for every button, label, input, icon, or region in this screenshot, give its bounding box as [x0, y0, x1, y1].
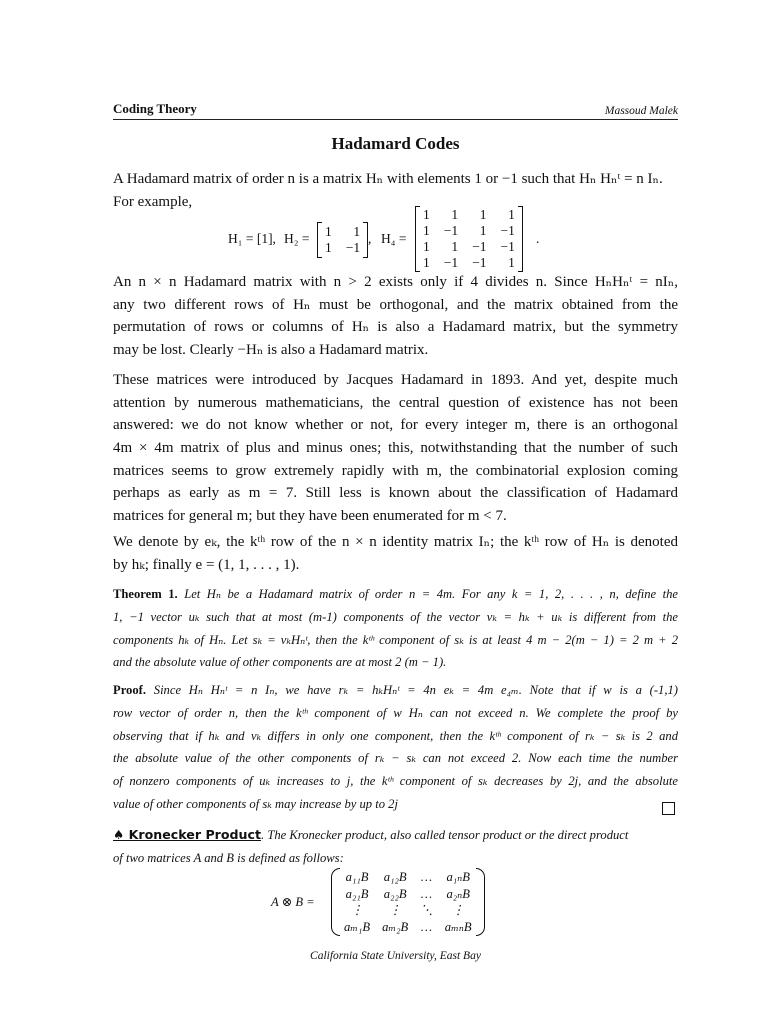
- matrix-entry: 1: [451, 239, 459, 254]
- proof-line: Since Hₙ Hₙᵗ = n Iₙ, we have rₖ = hₖHₙᵗ = 4n eₖ = 4m e₄ₘ. Note that if w is a (-1,1): [153, 683, 678, 697]
- matrix-entry: 1: [451, 207, 459, 222]
- proof-line: observing that if hₖ and vₖ differs in only one component, then the kᵗʰ component of rₖ − sₖ is 2 and: [113, 728, 678, 743]
- h2-label: H₂ =: [284, 231, 310, 246]
- kronecker-entry: ⋮: [350, 903, 364, 917]
- kronecker-entry: a₁ₙB: [446, 870, 470, 884]
- kronecker-entry: …: [420, 919, 433, 934]
- paragraph-history: [113, 369, 678, 528]
- h4-label: H₄ =: [381, 231, 407, 246]
- kronecker-entry: …: [420, 870, 433, 884]
- theorem-line: components hₖ of Hₙ. Let sₖ = vₖHₙᵗ, then the kᵗʰ component of sₖ is at least 4 m − 2(m − 1) = 2 m + 2: [113, 632, 678, 647]
- intro-line-2: For example,: [113, 193, 193, 210]
- kronecker-entry: ⋮: [388, 903, 402, 917]
- matrix-entry: 1: [325, 240, 332, 255]
- kronecker-line: of two matrices A and B is defined as follows:: [113, 850, 344, 865]
- para2-line: answered: we do not know whether or not, for every integer m, there is an orthogonal: [113, 417, 678, 434]
- matrix-entry: −1: [443, 223, 459, 238]
- proof-line: the absolute value of the other components of rₖ − sₖ can not exceed 2. Now each time the number: [113, 751, 678, 766]
- h4-matrix: [415, 206, 523, 272]
- intro-line-1: A Hadamard matrix of order n is a matrix Hₙ with elements 1 or −1 such that Hₙ Hₙᵗ = n Iₙ.: [113, 171, 663, 187]
- kronecker-entry: aₘ₂B: [382, 919, 409, 934]
- matrix-entry: −1: [500, 239, 515, 254]
- proof-line: row vector of order n, then the kᵗʰ component of w Hₙ can not exceed n. We complete the proof by: [113, 705, 678, 720]
- para2-line: attention by numerous mathematicians, the central question of existence has not been: [113, 394, 678, 411]
- kronecker-matrix: [331, 868, 485, 936]
- matrix-entry: 1: [479, 223, 487, 238]
- kronecker-definition: [113, 868, 678, 936]
- theorem-label: Theorem 1.: [113, 587, 178, 601]
- para1-line: An n × n Hadamard matrix with n > 2 exists only if 4 divides n. Since HₙHₙᵗ = nIₙ,: [113, 274, 678, 290]
- matrix-entry: −1: [472, 255, 487, 270]
- proof-line: of nonzero components of uₖ increases to j, the kᵗʰ component of sₖ decreases by 2j, and the absolute: [113, 774, 678, 789]
- h1-equation: H₁ = [1],: [228, 231, 276, 246]
- paragraph-notation: [113, 531, 678, 576]
- para1-line: permutation of rows or columns of Hₙ is also a Hadamard matrix, but the symmetry: [113, 319, 678, 336]
- kronecker-line: . The Kronecker product, also called tensor product or the direct product: [261, 828, 629, 842]
- kronecker-entry: a₂₁B: [345, 886, 369, 901]
- kronecker-entry: aₘ₁B: [344, 919, 371, 934]
- page-footer: California State University, East Bay: [310, 950, 481, 962]
- paragraph-existence: [113, 271, 678, 362]
- para2-line: 4m × 4m matrix of plus and minus ones; this, notwithstanding that the number of such: [113, 440, 678, 457]
- page-title: Hadamard Codes: [331, 134, 460, 153]
- para2-line: matrices for general m; but they have been enumerated for m < 7.: [113, 508, 507, 525]
- header-course: Coding Theory: [113, 101, 197, 116]
- matrix-entry: 1: [508, 255, 515, 270]
- proof-label: Proof.: [113, 683, 146, 697]
- para3-line: We denote by eₖ, the kᵗʰ row of the n × n identity matrix Iₙ; the kᵗʰ row of Hₙ is denoted: [113, 534, 678, 550]
- kronecker-entry: a₂ₙB: [446, 886, 470, 901]
- matrix-entry: −1: [345, 240, 361, 255]
- kronecker-entry: a₂₂B: [383, 886, 407, 901]
- matrix-entry: 1: [508, 207, 515, 222]
- h2-matrix: [317, 222, 368, 258]
- para1-line: may be lost. Clearly −Hₙ is also a Hadamard matrix.: [113, 342, 429, 359]
- matrix-entry: 1: [423, 223, 430, 238]
- kronecker-entry: aₘₙB: [444, 919, 472, 934]
- theorem-line: 1, −1 vector uₖ such that at most (m-1) components of the vector vₖ = hₖ + uₖ is different from the: [113, 609, 678, 624]
- qed-square-icon: [662, 802, 675, 815]
- para1-line: any two different rows of Hₙ must be orthogonal, and the matrix obtained from the: [113, 296, 678, 313]
- kronecker-entry: ⋱: [420, 903, 433, 917]
- kronecker-entry: a₁₁B: [345, 870, 369, 884]
- proof-line: value of other components of sₖ may increase by up to 2j: [113, 796, 398, 811]
- matrix-entry: 1: [423, 239, 430, 254]
- kronecker-intro: [113, 824, 678, 870]
- para3-line: by hₖ; finally e = (1, 1, . . . , 1).: [113, 556, 300, 573]
- para2-line: perhaps as early as m = 7. Still less is known about the classification of Hadamard: [113, 485, 678, 502]
- kronecker-entry: a₁₂B: [383, 870, 407, 884]
- running-header: [113, 101, 678, 120]
- header-author: Massoud Malek: [604, 105, 678, 117]
- matrix-entry: 1: [423, 255, 430, 270]
- matrix-entry: −1: [443, 255, 459, 270]
- theorem-block: [113, 583, 678, 674]
- matrix-entry: 1: [479, 207, 487, 222]
- matrix-entry: −1: [472, 239, 487, 254]
- kronecker-entry: ⋮: [451, 903, 465, 917]
- kronecker-lhs: A ⊗ B =: [271, 895, 315, 909]
- kronecker-entry: …: [420, 886, 433, 901]
- proof-block: [113, 679, 678, 816]
- matrix-entry: 1: [423, 207, 430, 222]
- example-matrices: H₁ = [1], H₂ = 1 1 1 −1 , H₄ = 1 1 1 1 1 −1 1 −1 1 1 −1 −1 1 −1 −1 1 .: [228, 207, 540, 270]
- theorem-line: Let Hₙ be a Hadamard matrix of order n = 4m. For any k = 1, 2, . . . , n, define the: [184, 587, 678, 601]
- para2-line: These matrices were introduced by Jacques Hadamard in 1893. And yet, despite much: [113, 372, 678, 388]
- para2-line: matrices seems to grow extremely rapidly with m, the combinatorial explosion coming: [113, 462, 678, 479]
- matrix-entry: 1: [325, 224, 332, 239]
- matrix-entry: −1: [500, 223, 515, 238]
- kronecker-title: ♠ Kronecker Product: [113, 827, 262, 842]
- theorem-line: and the absolute value of other components are at most 2 (m − 1).: [113, 655, 447, 670]
- matrix-entry: 1: [353, 224, 361, 239]
